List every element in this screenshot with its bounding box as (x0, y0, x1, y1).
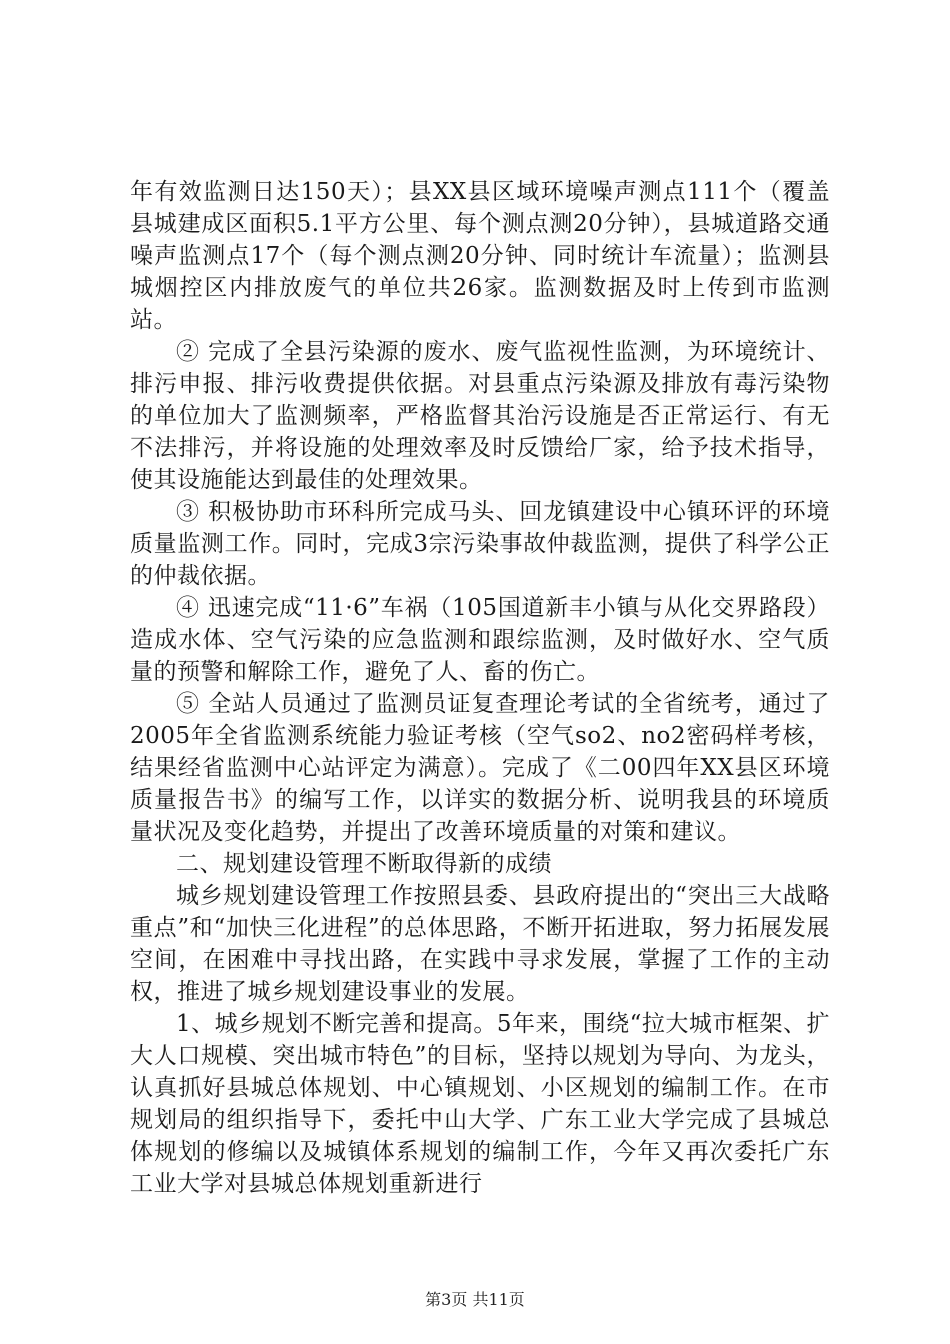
document-body (130, 176, 830, 1200)
paragraph-point-1: 1、城乡规划不断完善和提高。5年来，围绕“拉大城市框架、扩大人口规模、突出城市特色”的目标，坚持以规划为导向、为龙头，认真抓好县城总体规划、中心镇规划、小区规划的编制工作。在市规划局的组织指导下，委托中山大学、广东工业大学完成了县城总体规划的修编以及城镇体系规划的编制工作，今年又再次委托广东工业大学对县城总体规划重新进行 (130, 1011, 830, 1197)
paragraph-item-2: ② 完成了全县污染源的废水、废气监视性监测，为环境统计、排污申报、排污收费提供依据。对县重点污染源及排放有毒污染物的单位加大了监测频率，严格监督其治污设施是否正常运行、有无不法排污，并将设施的处理效率及时反馈给厂家，给予技术指导，使其设施能达到最佳的处理效果。 (130, 339, 830, 493)
paragraph-section-intro: 城乡规划建设管理工作按照县委、县政府提出的“突出三大战略重点”和“加快三化进程”的总体思路，不断开拓进取，努力拓展发展空间，在困难中寻找出路，在实践中寻求发展，掌握了工作的主动权，推进了城乡规划建设事业的发展。 (130, 883, 830, 1005)
paragraph-item-4: ④ 迅速完成“11·6”车祸（105国道新丰小镇与从化交界路段）造成水体、空气污染的应急监测和跟综监测，及时做好水、空气质量的预警和解除工作，避免了人、畜的伤亡。 (130, 595, 830, 685)
page-number-footer: 第3页 共11页 (425, 1290, 525, 1309)
paragraph-item-3: ③ 积极协助市环科所完成马头、回龙镇建设中心镇环评的环境质量监测工作。同时，完成3宗污染事故仲裁监测，提供了科学公正的仲裁依据。 (130, 499, 830, 589)
section-heading-2: 二、规划建设管理不断取得新的成绩 (176, 851, 552, 877)
paragraph-item-5: ⑤ 全站人员通过了监测员证复查理论考试的全省统考，通过了2005年全省监测系统能力验证考核（空气so2、no2密码样考核，结果经省监测中心站评定为满意）。完成了《二00四年XX县区环境质量报告书》的编写工作，以详实的数据分析、说明我县的环境质量状况及变化趋势，并提出了改善环境质量的对策和建议。 (130, 691, 830, 845)
paragraph-continued: 年有效监测日达150天）；县XX县区域环境噪声测点111个（覆盖县城建成区面积5.1平方公里、每个测点测20分钟），县城道路交通噪声监测点17个（每个测点测20分钟、同时统计车流量）；监测县城烟控区内排放废气的单位共26家。监测数据及时上传到市监测站。 (130, 179, 830, 333)
